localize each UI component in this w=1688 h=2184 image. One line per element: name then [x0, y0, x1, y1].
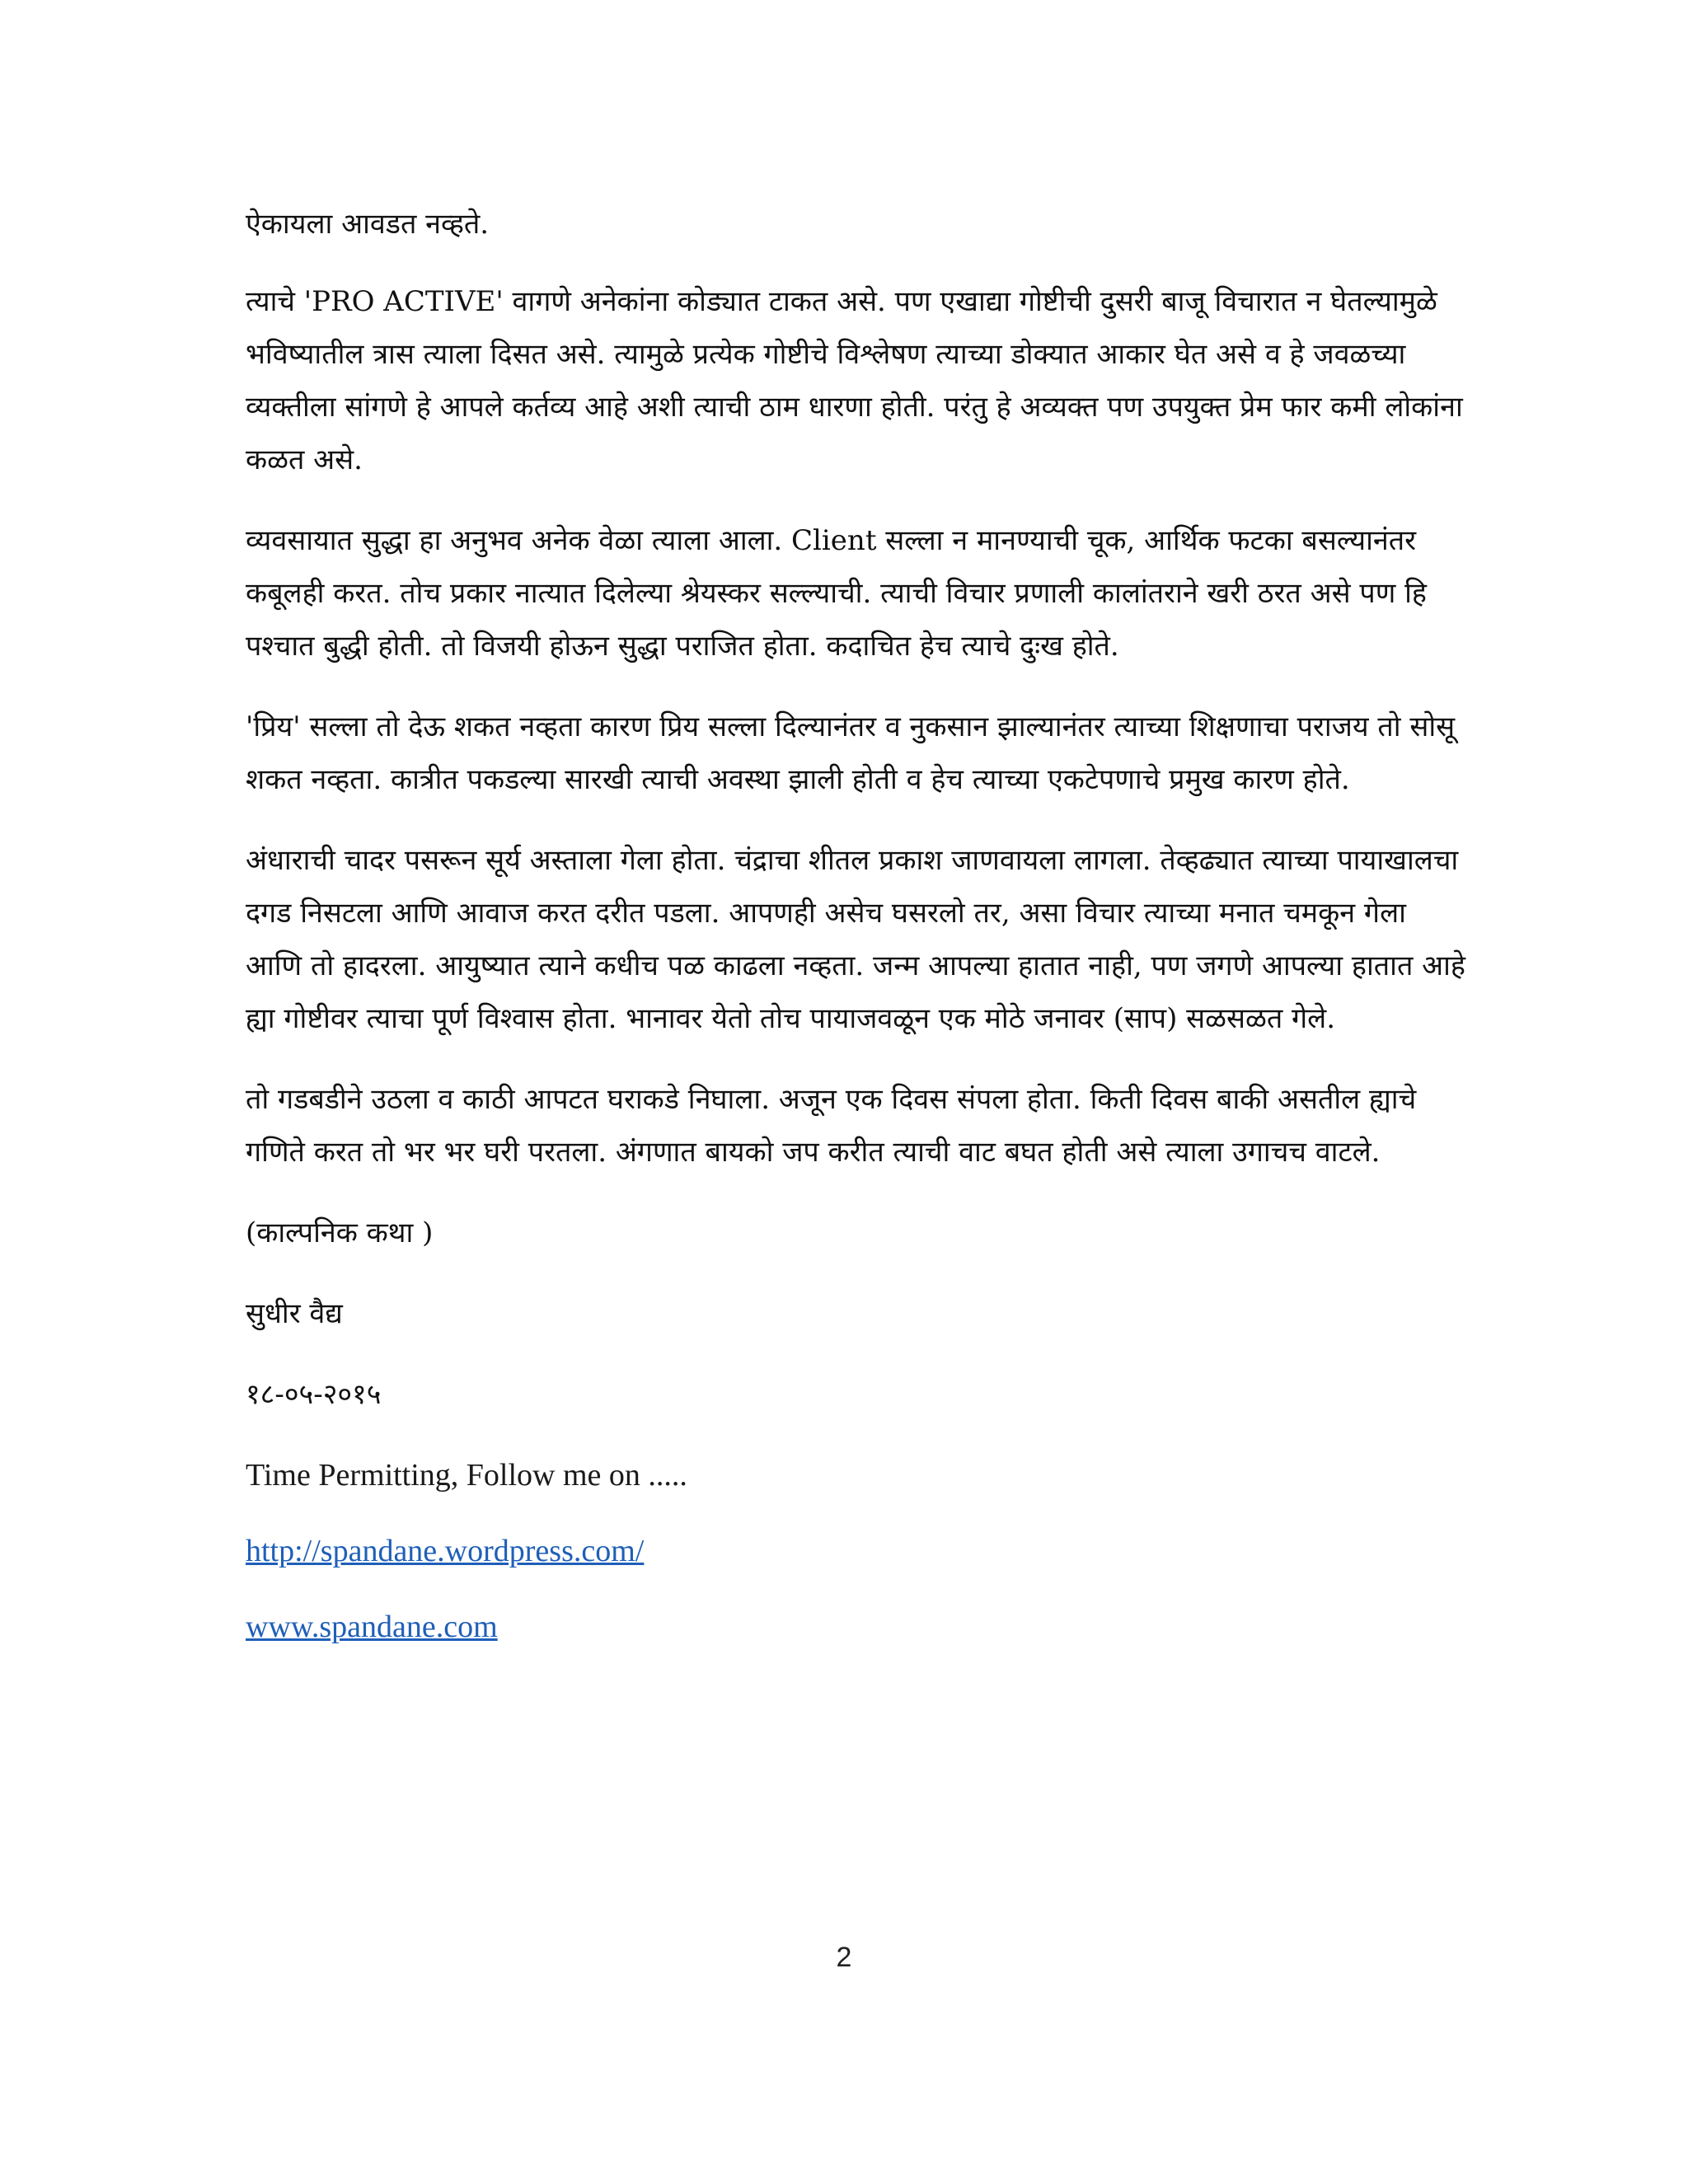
paragraph-4: 'प्रिय' सल्ला तो देऊ शकत नव्हता कारण प्रिय सल्ला दिल्यानंतर व नुकसान झाल्यानंतर त्याच्या शिक्षणाचा पराजय तो सोसू शकत नव्हता. कात्रीत पकडल्या सारखी त्याची अवस्था झाली होती व हेच त्याच्या एकटेपणाचे प्रमुख कारण होते.	[246, 710, 1456, 796]
author-name: सुधीर वैद्य	[246, 1297, 343, 1330]
publication-date: १८-०५-२०१५	[246, 1378, 382, 1411]
paragraph-1: ऐकायला आवडत नव्हते.	[246, 208, 490, 241]
website-link[interactable]: www.spandane.com	[246, 1610, 498, 1644]
document-body	[246, 198, 1465, 1676]
paragraph-5: अंधाराची चादर पसरून सूर्य अस्ताला गेला होता. चंद्राचा शीतल प्रकाश जाणवायला लागला. तेव्हढ्यात त्याच्या पायाखालचा दगड निसटला आणि आवाज करत दरीत पडला. आपणही असेच घसरलो तर, असा विचार त्याच्या मनात चमकून गेला आणि तो हादरला. आयुष्यात त्याने कधीच पळ काढला नव्हता. जन्म आपल्या हातात नाही, पण जगणे आपल्या हातात आहे ह्या गोष्टीवर त्याचा पूर्ण विश्वास होता. भानावर येतो तोच पायाजवळून एक मोठे जनावर (साप) सळसळत गेले.	[246, 844, 1465, 1035]
story-type-label: (काल्पनिक कथा )	[246, 1216, 434, 1249]
paragraph-2: त्याचे 'PRO ACTIVE' वागणे अनेकांना कोड्यात टाकत असे. पण एखाद्या गोष्टीची दुसरी बाजू विचारात न घेतल्यामुळे भविष्यातील त्रास त्याला दिसत असे. त्यामुळे प्रत्येक गोष्टीचे विश्लेषण त्याच्या डोक्यात आकार घेत असे व हे जवळच्या व्यक्तीला सांगणे हे आपले कर्तव्य आहे अशी त्याची ठाम धारणा होती. परंतु हे अव्यक्त पण उपयुक्त प्रेम फार कमी लोकांना कळत असे.	[246, 285, 1463, 476]
follow-text: Time Permitting, Follow me on .....	[246, 1458, 687, 1493]
paragraph-3: व्यवसायात सुद्धा हा अनुभव अनेक वेळा त्याला आला. Client सल्ला न मानण्याची चूक, आर्थिक फटका बसल्यानंतर कबूलही करत. तोच प्रकार नात्यात दिलेल्या श्रेयस्कर सल्ल्याची. त्याची विचार प्रणाली कालांतराने खरी ठरत असे पण हि पश्चात बुद्धी होती. तो विजयी होऊन सुद्धा पराजित होता. कदाचित हेच त्याचे दुःख होते.	[246, 524, 1427, 663]
paragraph-6: तो गडबडीने उठला व काठी आपटत घराकडे निघाला. अजून एक दिवस संपला होता. किती दिवस बाकी असतील ह्याचे गणिते करत तो भर भर घरी परतला. अंगणात बायको जप करीत त्याची वाट बघत होती असे त्याला उगाचच वाटले.	[246, 1083, 1417, 1169]
page-number: 2	[836, 1942, 852, 1973]
blog-link[interactable]: http://spandane.wordpress.com/	[246, 1534, 645, 1568]
